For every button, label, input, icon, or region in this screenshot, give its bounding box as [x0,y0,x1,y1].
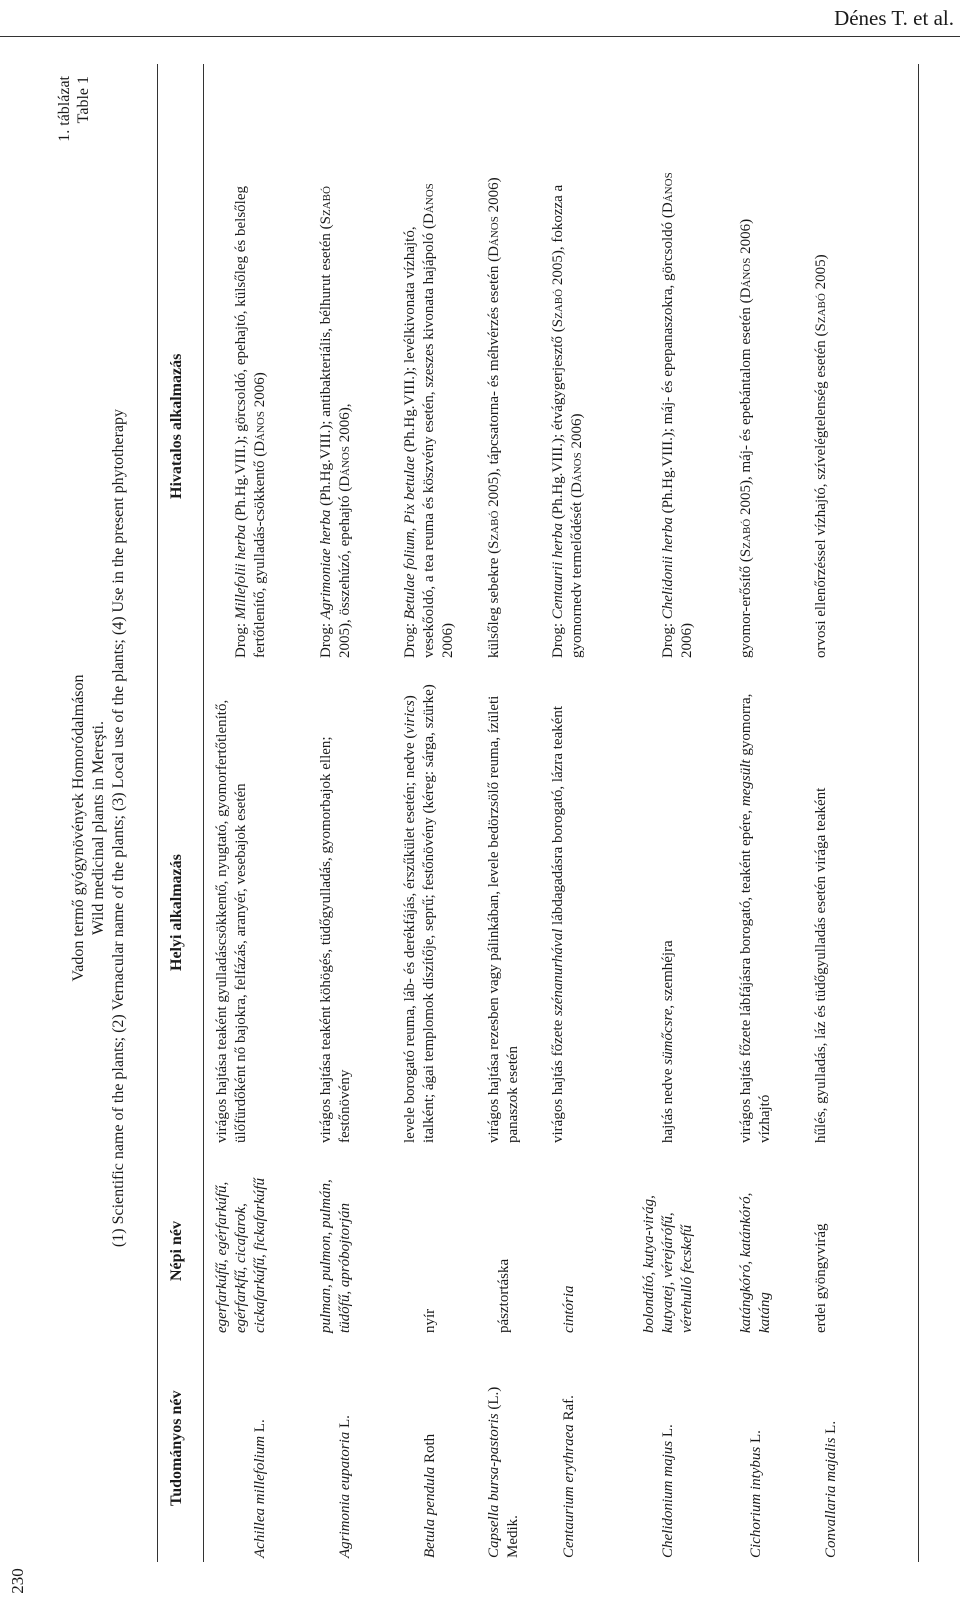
table-row-scientific: Agrimonia eupatoria L. [337,1415,353,1558]
table-label-hu: 1. táblázat [56,76,73,142]
table-row-local: hajtás nedve sümőcsre, szemhéjra [660,940,676,1143]
table-row-folk: pásztortáska [496,1258,512,1333]
table-row-scientific: Convallaria majalis L. [823,1420,839,1558]
table-row-official: gyomor-erősítő (Szabó 2005), máj- és epebántalom esetén (Dános 2006) [738,218,754,658]
table-row-folk: egerfarkúfű, egérfarkúfű, egérfarkfű, cicafarok, cickafarkúfű, fickafarkúfű [214,1178,268,1333]
table-row-scientific: Achillea millefolium L. [252,1419,268,1558]
page-number [0,1561,40,1601]
table-row-folk: erdei gyöngyvirág [813,1223,829,1333]
header-rule [0,36,960,37]
table-row-official: orvosi ellenőrzéssel vízhajtó, szívelégtelenség esetén (Szabó 2005) [813,254,829,658]
table-row-official: külsőleg sebekre (Szabó 2005), tápcsatorna- és méhvérzés esetén (Dános 2006) [486,177,502,658]
table-row-scientific: Chelidonium majus L. [660,1424,676,1558]
table-row-official: Drog: Millefolii herba (Ph.Hg.VIII.); görcsoldó, epehajtó, külsőleg és belsőleg fertőtlenítő, gyulladás-csökkentő (Dános 2006) [233,185,268,658]
table-row-local: virágos hajtás főzete lábfájásra borogató, teaként epére, megsült gyomorra, vízhajtó [738,693,773,1143]
column-header-official: Hivatalos alkalmazás [168,353,185,499]
column-header-local: Helyi alkalmazás [168,854,185,971]
table-row-folk: pulman, pulmon, pulmán, tüdőfű, apróbojtorján [318,1179,353,1333]
table-row-local: virágos hajtás főzete szénanurhával lábdagadásra borogató, lázra teaként [550,705,566,1143]
table-row-scientific: Cichorium intybus L. [748,1430,764,1558]
table-row-folk: nyír [422,1308,438,1333]
table-row-scientific: Centaurium erythraea Raf. [561,1395,577,1558]
table-header-rule [203,64,204,1562]
running-head [0,0,960,40]
column-header-folk: Népi név [168,1221,185,1281]
table-bottom-rule [918,64,919,1562]
table-legend: (1) Scientific name of the plants; (2) Vernacular name of the plants; (3) Local use of the plants; (4) Use in the present phytotherapy [110,408,127,1248]
column-header-scientific: Tudományos név [168,1390,185,1506]
table-row-official: Drog: Chelidonii herba (Ph.Hg.VIII.); máj- és epepanaszokra, görcsoldó (Dános 2006) [660,172,695,658]
table-title-hu: Vadon termő gyógynövények Homoródalmáson [70,674,87,982]
table-row-scientific: Capsella bursa-pastoris (L.) Medik. [486,1386,521,1558]
table-title-en: Wild medicinal plants in Mereşti. [90,721,107,935]
page-number-text: 230 [8,1568,27,1594]
table-row-official: Drog: Centaurii herba (Ph.Hg.VIII.); étvágygerjesztő (Szabó 2005), fokozza a gyomornedv termelődését (Dános 2006) [550,184,585,658]
table-row-folk: cintória [561,1285,577,1333]
table-top-rule [157,64,158,1562]
table-row-official: Drog: Agrimoniae herba (Ph.Hg.VIII.); antibakteriális, bélhurut esetén (Szabó 2005), összehúzó, epehajtó (Dános 2006), [318,186,353,658]
table-label-en: Table 1 [75,76,92,124]
table-row-local: virágos hajtása rezesben vagy pálinkában, levele bedörzsölő reuma, ízületi panaszok esetén [486,695,521,1143]
table-row-folk: bolondító, kutya-virág, kutyatej, vérejárófű, vérehulló fecskefű [641,1195,695,1333]
table-row-official: Drog: Betulae folium, Pix betulae (Ph.Hg.VIII.); levélkivonata vízhajtó, vesekőoldó, a tea reuma és köszvény esetén, szeszes kivonata hajápoló (Dános 2006) [402,183,456,658]
table-caption [69,58,129,1598]
rotated-table [55,58,925,1598]
table-row-scientific: Betula pendula Roth [422,1433,438,1558]
table-row-local: virágos hajtása teaként gyulladáscsökkentő, nyugtató, gyomorfertőtlenítő, ülőfürdőként nő bajokra, felfázás, aranyér, vesebajok esetén [214,699,249,1143]
table-row-local: virágos hajtása teaként köhögés, tüdőgyulladás, gyomorbajok ellen; festőnövény [318,736,353,1143]
table-row-local: hűlés, gyulladás, láz és tüdőgyulladás esetén virága teaként [813,787,829,1143]
table-row-local: levele borogató reuma, láb- és derékfájás, érszűkület esetén; nedve (virics) italként; ágai templomok díszítője, seprű; festőnövény (kéreg: sárga, szürke) [402,684,437,1143]
table-row-folk: katángkóró, katánkóró, katáng [738,1192,773,1333]
author-line: Dénes T. et al. [834,6,954,30]
